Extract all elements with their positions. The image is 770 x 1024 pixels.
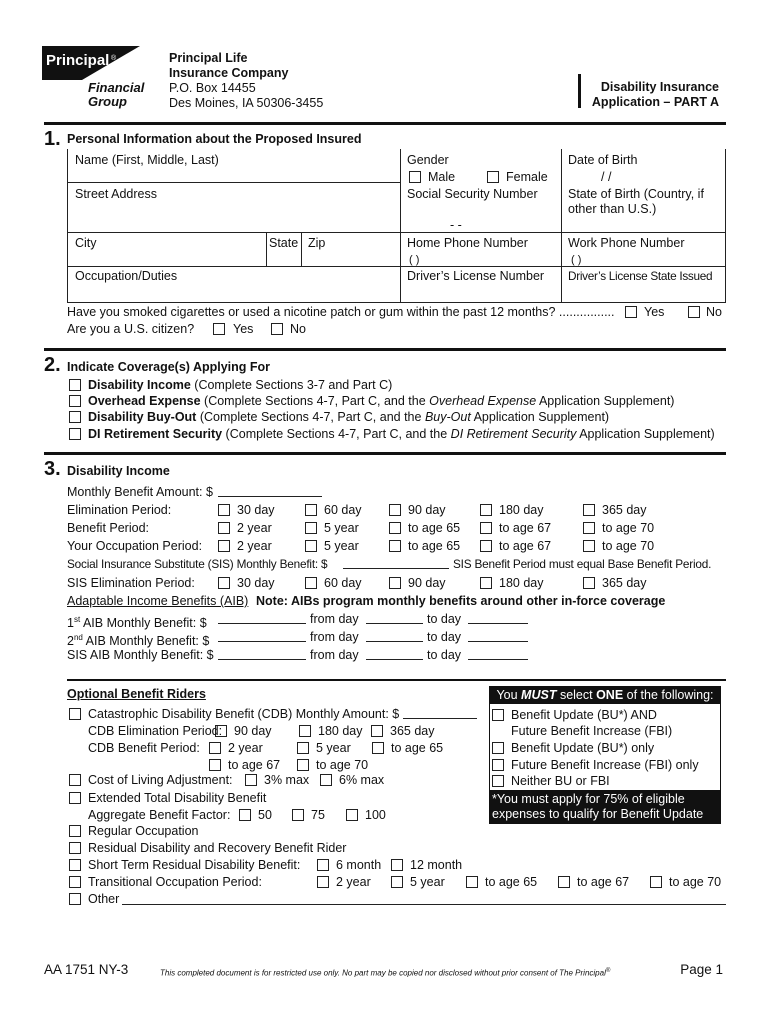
cola-option-2-checkbox[interactable] <box>320 774 332 786</box>
monthly-benefit-label: Monthly Benefit Amount: $ <box>67 485 213 499</box>
aib-label: Adaptable Income Benefits (AIB) <box>67 594 249 608</box>
bu-option-1-label: Benefit Update (BU*) AND <box>511 708 657 722</box>
table-row-divider <box>67 232 726 233</box>
regular-occupation-checkbox[interactable] <box>69 825 81 837</box>
benefit-period-option-4-label: to age 67 <box>499 521 552 535</box>
your-occupation-option-4-label: to age 67 <box>499 539 552 553</box>
street-label: Street Address <box>75 187 157 201</box>
sis-elimination-option-2-label: 60 day <box>324 576 362 590</box>
dob-slashes: / / <box>601 170 612 184</box>
male-checkbox[interactable] <box>409 171 421 183</box>
cdb-label: Catastrophic Disability Benefit (CDB) Monthly Amount: $ <box>88 707 400 721</box>
abf-option-1-checkbox[interactable] <box>239 809 251 821</box>
monthly-benefit-line[interactable] <box>218 484 322 497</box>
top-option-5-label: to age 70 <box>669 875 722 889</box>
smoking-yes-checkbox[interactable] <box>625 306 637 318</box>
residual-disability-label: Residual Disability and Recovery Benefit Rider <box>88 841 347 855</box>
elimination-period-option-5-checkbox[interactable] <box>583 504 595 516</box>
aib-1-to-line[interactable] <box>468 611 528 624</box>
aib-2-amount-line[interactable] <box>218 629 306 642</box>
top-option-2-label: 5 year <box>410 875 445 889</box>
top-option-3-checkbox[interactable] <box>466 876 478 888</box>
benefit-period-option-5-checkbox[interactable] <box>583 522 595 534</box>
sis-elimination-option-5-checkbox[interactable] <box>583 577 595 589</box>
strd-option-2-checkbox[interactable] <box>391 859 403 871</box>
cdb-bp-option-3-checkbox[interactable] <box>372 742 384 754</box>
company-name-1: Principal Life <box>169 51 248 65</box>
cdb-bp-option-1-label: 2 year <box>228 741 263 755</box>
smoking-no-checkbox[interactable] <box>688 306 700 318</box>
other-line[interactable] <box>122 892 726 905</box>
logo-brand: Principal <box>46 52 110 69</box>
cdb-bp-option-2-checkbox[interactable] <box>297 742 309 754</box>
state-of-birth-label-2: other than U.S.) <box>568 202 657 216</box>
male-label: Male <box>428 170 456 184</box>
cdb-ep-option-2-checkbox[interactable] <box>299 725 311 737</box>
female-checkbox[interactable] <box>487 171 499 183</box>
section-3-number: 3. <box>44 458 61 480</box>
strd-option-1-checkbox[interactable] <box>317 859 329 871</box>
etdb-label: Extended Total Disability Benefit <box>88 791 267 805</box>
aib-2-label: 2nd AIB Monthly Benefit: $ <box>67 633 210 649</box>
company-city: Des Moines, IA 50306-3455 <box>169 96 324 110</box>
bu-option-3-label: Benefit Update (BU*) only <box>511 741 655 755</box>
cdb-ep-label: CDB Elimination Period: <box>88 724 223 738</box>
your-occupation-option-1-checkbox[interactable] <box>218 540 230 552</box>
section-1-rule <box>44 122 726 125</box>
your-occupation-option-5-checkbox[interactable] <box>583 540 595 552</box>
section-1-title: Personal Information about the Proposed Insured <box>67 132 362 146</box>
short-term-residual-checkbox[interactable] <box>69 859 81 871</box>
drivers-license-state-label: Driver’s License State Issued <box>568 269 713 283</box>
coverage-disability-income: Disability Income (Complete Sections 3-7 and Part C) <box>88 378 393 392</box>
abf-option-3-checkbox[interactable] <box>346 809 358 821</box>
dob-label: Date of Birth <box>568 153 638 167</box>
restricted-notice: This completed document is for restricted use only. No part may be copied nor disclosed without prior consent of The Principal® <box>160 968 611 978</box>
home-phone-paren: ( ) <box>409 254 420 266</box>
other-checkbox[interactable] <box>69 893 81 905</box>
top-option-1-checkbox[interactable] <box>317 876 329 888</box>
aib-note: Note: AIBs program monthly benefits around other in-force coverage <box>256 594 666 608</box>
your-occupation-option-2-label: 5 year <box>324 539 359 553</box>
female-label: Female <box>506 170 548 184</box>
transitional-occupation-label: Transitional Occupation Period: <box>88 875 262 889</box>
gender-label: Gender <box>407 153 449 167</box>
cdb-bp-option-3-label: to age 65 <box>391 741 444 755</box>
elimination-period-option-4-label: 180 day <box>499 503 544 517</box>
benefit-period-option-3-checkbox[interactable] <box>389 522 401 534</box>
strd-option-2-label: 12 month <box>410 858 463 872</box>
cdb-bp-label: CDB Benefit Period: <box>88 741 200 755</box>
aib-2-from-label: from day <box>310 630 359 644</box>
coverage-disability-income-checkbox[interactable] <box>69 379 81 391</box>
your-occupation-label: Your Occupation Period: <box>67 539 203 553</box>
citizen-no-checkbox[interactable] <box>271 323 283 335</box>
bu-option-4-label: Future Benefit Increase (FBI) only <box>511 758 699 772</box>
sis-aib-to-label: to day <box>427 648 462 662</box>
aib-1-label: 1st AIB Monthly Benefit: $ <box>67 615 207 631</box>
sis-elimination-option-4-label: 180 day <box>499 576 544 590</box>
elimination-period-option-1-label: 30 day <box>237 503 275 517</box>
cdb-ep-option-1-label: 90 day <box>234 724 272 738</box>
aib-1-from-line[interactable] <box>366 611 423 624</box>
benefit-period-option-1-label: 2 year <box>237 521 272 535</box>
cola-label: Cost of Living Adjustment: <box>88 773 233 787</box>
sis-elimination-option-3-label: 90 day <box>408 576 446 590</box>
company-po: P.O. Box 14455 <box>169 81 256 95</box>
coverage-di-retirement-checkbox[interactable] <box>69 428 81 440</box>
abf-label: Aggregate Benefit Factor: <box>88 808 231 822</box>
page-number: Page 1 <box>680 962 723 977</box>
cdb-bp-option-4-label: to age 67 <box>228 758 281 772</box>
riders-title: Optional Benefit Riders <box>67 687 206 701</box>
benefit-period-option-5-label: to age 70 <box>602 521 655 535</box>
must-select-box <box>489 704 721 790</box>
elimination-period-option-2-label: 60 day <box>324 503 362 517</box>
cdb-amount-line[interactable] <box>403 706 477 719</box>
top-option-4-label: to age 67 <box>577 875 630 889</box>
ssn-dashes: - - <box>450 218 462 232</box>
sis-elimination-option-5-label: 365 day <box>602 576 647 590</box>
etdb-checkbox[interactable] <box>69 792 81 804</box>
cdb-ep-option-3-checkbox[interactable] <box>371 725 383 737</box>
sis-elimination-label: SIS Elimination Period: <box>67 576 195 590</box>
table-col-divider <box>266 232 267 266</box>
coverage-buyout-checkbox[interactable] <box>69 411 81 423</box>
logo-sub2: Group <box>88 94 127 109</box>
aib-2-to-line[interactable] <box>468 629 528 642</box>
aib-1-from-label: from day <box>310 612 359 626</box>
sis-aib-label: SIS AIB Monthly Benefit: $ <box>67 648 214 662</box>
sis-note: SIS Benefit Period must equal Base Benefit Period. <box>453 557 712 571</box>
citizen-yes-checkbox[interactable] <box>213 323 225 335</box>
cdb-ep-option-3-label: 365 day <box>390 724 435 738</box>
doc-title-2: Application – PART A <box>591 95 719 109</box>
title-divider <box>578 74 581 108</box>
abf-option-3-label: 100 <box>365 808 386 822</box>
your-occupation-option-4-checkbox[interactable] <box>480 540 492 552</box>
sis-elimination-option-1-label: 30 day <box>237 576 275 590</box>
benefit-period-option-1-checkbox[interactable] <box>218 522 230 534</box>
abf-option-1-label: 50 <box>258 808 272 822</box>
your-occupation-option-1-label: 2 year <box>237 539 272 553</box>
strd-option-1-label: 6 month <box>336 858 382 872</box>
aib-2-to-label: to day <box>427 630 462 644</box>
cola-checkbox[interactable] <box>69 774 81 786</box>
section-3-rule <box>44 452 726 455</box>
aib-1-to-label: to day <box>427 612 462 626</box>
coverage-overhead: Overhead Expense (Complete Sections 4-7, Part C, and the Overhead Expense Application Supplement) <box>88 394 675 408</box>
must-select-banner: You MUST select ONE of the following: <box>489 686 721 704</box>
cdb-bp-option-1-checkbox[interactable] <box>209 742 221 754</box>
cdb-bp-option-5-checkbox[interactable] <box>297 759 309 771</box>
state-of-birth-label: State of Birth (Country, if <box>568 187 704 201</box>
transitional-occupation-checkbox[interactable] <box>69 876 81 888</box>
cola-option-1-checkbox[interactable] <box>245 774 257 786</box>
smoking-no-label: No <box>706 305 722 319</box>
citizen-question: Are you a U.S. citizen? <box>67 322 195 336</box>
table-row-divider <box>67 182 400 183</box>
sis-aib-amount-line[interactable] <box>218 647 306 660</box>
sis-aib-from-line[interactable] <box>366 647 423 660</box>
section-2-number: 2. <box>44 354 61 376</box>
your-occupation-option-5-label: to age 70 <box>602 539 655 553</box>
sis-elimination-option-1-checkbox[interactable] <box>218 577 230 589</box>
name-input[interactable] <box>70 168 396 181</box>
sis-aib-from-label: from day <box>310 648 359 662</box>
work-phone-label: Work Phone Number <box>568 236 685 250</box>
coverage-overhead-checkbox[interactable] <box>69 395 81 407</box>
cola-option-1-label: 3% max <box>264 773 310 787</box>
regular-occupation-label: Regular Occupation <box>88 824 199 838</box>
occupation-label: Occupation/Duties <box>75 269 178 283</box>
citizen-yes-label: Yes <box>233 322 254 336</box>
section-2-title: Indicate Coverage(s) Applying For <box>67 360 271 374</box>
table-col-divider <box>561 149 562 303</box>
zip-label: Zip <box>308 236 326 250</box>
form-number: AA 1751 NY-3 <box>44 962 129 977</box>
top-option-2-checkbox[interactable] <box>391 876 403 888</box>
cdb-checkbox[interactable] <box>69 708 81 720</box>
elimination-period-label: Elimination Period: <box>67 503 172 517</box>
bu-note: *You must apply for 75% of eligible expenses to qualify for Benefit Update <box>489 790 721 824</box>
table-col-divider <box>301 232 302 266</box>
cola-option-2-label: 6% max <box>339 773 385 787</box>
elimination-period-option-3-label: 90 day <box>408 503 446 517</box>
cdb-bp-option-4-checkbox[interactable] <box>209 759 221 771</box>
citizen-no-label: No <box>290 322 306 336</box>
section-2-rule <box>44 348 726 351</box>
aib-1-amount-line[interactable] <box>218 611 306 624</box>
sis-monthly-line[interactable] <box>343 556 449 569</box>
cdb-ep-option-2-label: 180 day <box>318 724 363 738</box>
street-input[interactable] <box>70 205 396 225</box>
benefit-period-label: Benefit Period: <box>67 521 149 535</box>
benefit-period-option-2-label: 5 year <box>324 521 359 535</box>
elimination-period-option-1-checkbox[interactable] <box>218 504 230 516</box>
elimination-period-option-4-checkbox[interactable] <box>480 504 492 516</box>
aib-2-from-line[interactable] <box>366 629 423 642</box>
doc-title-1: Disability Insurance <box>600 80 719 94</box>
name-label: Name (First, Middle, Last) <box>75 153 219 167</box>
sis-aib-to-line[interactable] <box>468 647 528 660</box>
cdb-bp-option-2-label: 5 year <box>316 741 351 755</box>
sis-elimination-option-3-checkbox[interactable] <box>389 577 401 589</box>
your-occupation-option-3-checkbox[interactable] <box>389 540 401 552</box>
table-col-divider <box>400 149 401 303</box>
coverage-buyout: Disability Buy-Out (Complete Sections 4-7, Part C, and the Buy-Out Application Supplement) <box>88 410 610 424</box>
drivers-license-label: Driver’s License Number <box>407 269 545 283</box>
work-phone-paren: ( ) <box>571 254 582 266</box>
table-row-divider <box>67 266 726 267</box>
logo-brand-mark: ® <box>111 55 117 62</box>
top-option-4-checkbox[interactable] <box>558 876 570 888</box>
bu-option-5-label: Neither BU or FBI <box>511 774 610 788</box>
section-1-number: 1. <box>44 128 61 150</box>
coverage-di-retirement: DI Retirement Security (Complete Sections 4-7, Part C, and the DI Retirement Security Application Supplement) <box>88 427 715 441</box>
smoking-yes-label: Yes <box>644 305 665 319</box>
ssn-label: Social Security Number <box>407 187 538 201</box>
sis-elimination-option-2-checkbox[interactable] <box>305 577 317 589</box>
sis-monthly-label: Social Insurance Substitute (SIS) Monthly Benefit: $ <box>67 557 328 571</box>
smoking-question: Have you smoked cigarettes or used a nicotine patch or gum within the past 12 months? ................ <box>67 305 615 319</box>
other-label: Other <box>88 892 120 906</box>
logo-sub1: Financial <box>88 80 145 95</box>
state-label: State <box>269 236 299 250</box>
elimination-period-option-2-checkbox[interactable] <box>305 504 317 516</box>
residual-disability-checkbox[interactable] <box>69 842 81 854</box>
abf-option-2-checkbox[interactable] <box>292 809 304 821</box>
bu-option-2-label: Future Benefit Increase (FBI) <box>511 724 673 738</box>
top-option-3-label: to age 65 <box>485 875 538 889</box>
cdb-bp-option-5-label: to age 70 <box>316 758 369 772</box>
city-label: City <box>75 236 97 250</box>
short-term-residual-label: Short Term Residual Disability Benefit: <box>88 858 301 872</box>
elimination-period-option-5-label: 365 day <box>602 503 647 517</box>
abf-option-2-label: 75 <box>311 808 325 822</box>
benefit-period-option-2-checkbox[interactable] <box>305 522 317 534</box>
your-occupation-option-2-checkbox[interactable] <box>305 540 317 552</box>
sis-elimination-option-4-checkbox[interactable] <box>480 577 492 589</box>
your-occupation-option-3-label: to age 65 <box>408 539 461 553</box>
benefit-period-option-3-label: to age 65 <box>408 521 461 535</box>
company-name-2: Insurance Company <box>169 66 289 80</box>
top-option-5-checkbox[interactable] <box>650 876 662 888</box>
benefit-period-option-4-checkbox[interactable] <box>480 522 492 534</box>
home-phone-label: Home Phone Number <box>407 236 528 250</box>
elimination-period-option-3-checkbox[interactable] <box>389 504 401 516</box>
riders-rule <box>67 679 726 681</box>
section-3-title: Disability Income <box>67 464 170 478</box>
top-option-1-label: 2 year <box>336 875 371 889</box>
